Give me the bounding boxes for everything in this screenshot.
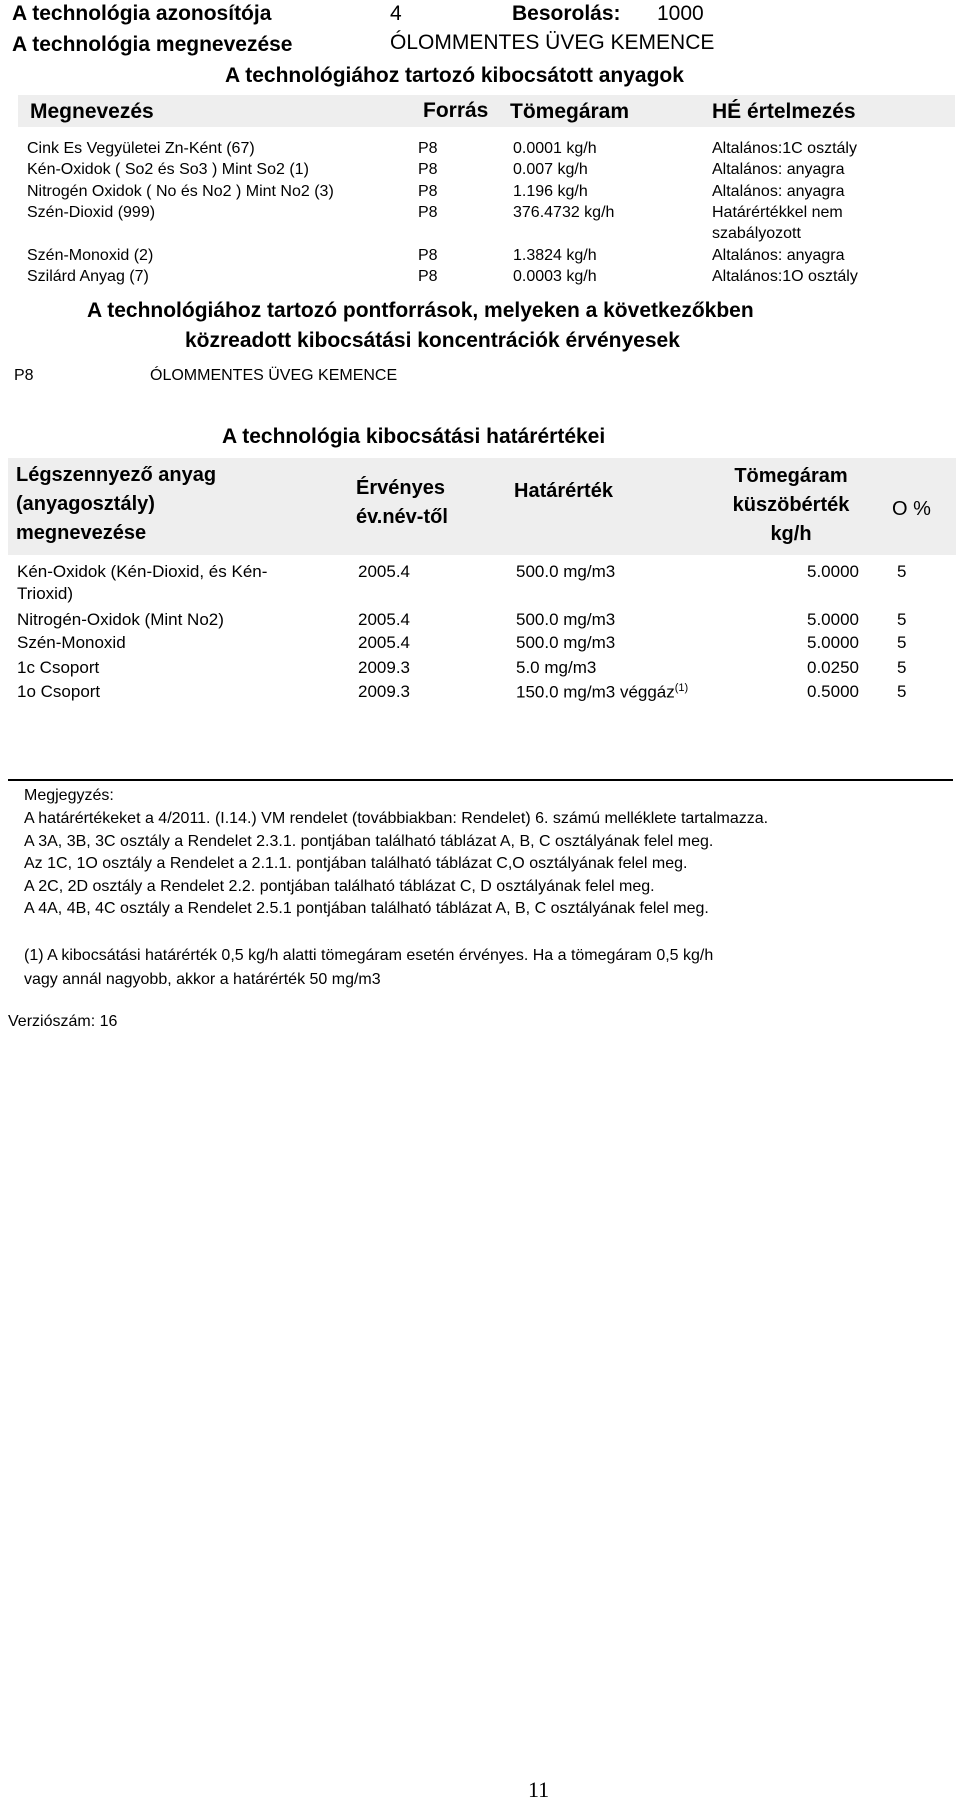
cell-source: P8 xyxy=(418,247,438,264)
technology-id-label: A technológia azonosítója xyxy=(12,2,272,25)
cell-o2: 5 xyxy=(897,562,907,581)
cell-o2: 5 xyxy=(897,610,907,629)
cell-name: Szilárd Anyag (7) xyxy=(27,268,149,285)
col-header-threshold xyxy=(726,462,856,549)
cell-limit xyxy=(516,682,688,703)
cell-interp: Altalános:1O osztály xyxy=(712,268,858,285)
col-header-source: Forrás xyxy=(423,99,489,122)
cell-interp-cont: szabályozott xyxy=(712,225,801,242)
note-line: A 4A, 4B, 4C osztály a Rendelet 2.5.1 pontjában található táblázat A, B, C osztályának felel meg. xyxy=(24,900,709,917)
cell-interp: Altalános: anyagra xyxy=(712,183,845,200)
note-line: Az 1C, 1O osztály a Rendelet a 2.1.1. pontjában található táblázat C,O osztályának felel meg. xyxy=(24,855,688,872)
page-number: 11 xyxy=(528,1777,550,1802)
footnote-line: (1) A kibocsátási határérték 0,5 kg/h alatti tömegáram esetén érvényes. Ha a tömegáram 0,5 kg/h xyxy=(24,947,714,964)
cell-limit: 5.0 mg/m3 xyxy=(516,658,597,677)
cell-o2: 5 xyxy=(897,633,907,652)
cell-limit-text: 150.0 mg/m3 véggáz xyxy=(516,682,675,702)
version-number: Verziószám: 16 xyxy=(8,1013,118,1030)
cell-pollutant: Kén-Oxidok (Kén-Dioxid, és Kén- xyxy=(17,562,268,581)
pointsource-id: P8 xyxy=(14,367,34,384)
cell-limit: 500.0 mg/m3 xyxy=(516,610,616,629)
note-line: A 3A, 3B, 3C osztály a Rendelet 2.3.1. pontjában található táblázat A, B, C osztályának felel meg. xyxy=(24,833,714,850)
cell-threshold: 5.0000 xyxy=(807,633,859,652)
note-line: A 2C, 2D osztály a Rendelet 2.2. pontjában található táblázat C, D osztályának felel meg. xyxy=(24,878,655,895)
col-header-valid-line: Érvényes xyxy=(356,477,445,499)
cell-threshold: 5.0000 xyxy=(807,610,859,629)
cell-name: Kén-Oxidok ( So2 és So3 ) Mint So2 (1) xyxy=(27,161,309,178)
col-header-name: Megnevezés xyxy=(30,100,154,123)
technology-name-value: ÓLOMMENTES ÜVEG KEMENCE xyxy=(390,31,715,54)
col-header-threshold-line: küszöbérték xyxy=(732,494,850,516)
cell-interp: Határértékkel nem xyxy=(712,204,843,221)
col-header-valid xyxy=(356,474,448,532)
cell-name: Cink Es Vegyületei Zn-Ként (67) xyxy=(27,140,255,157)
cell-flow: 1.3824 kg/h xyxy=(513,247,597,264)
pointsource-name: ÓLOMMENTES ÜVEG KEMENCE xyxy=(150,367,398,384)
col-header-o2: O % xyxy=(892,498,931,520)
cell-name: Nitrogén Oxidok ( No és No2 ) Mint No2 (3) xyxy=(27,183,334,200)
cell-o2: 5 xyxy=(897,682,907,701)
cell-pollutant: Nitrogén-Oxidok (Mint No2) xyxy=(17,610,224,629)
cell-pollutant-cont: Trioxid) xyxy=(17,584,74,603)
classification-label: Besorolás: xyxy=(512,2,621,25)
col-header-pollutant-line: megnevezése xyxy=(16,522,147,544)
col-header-pollutant xyxy=(16,461,216,548)
cell-name: Szén-Dioxid (999) xyxy=(27,204,156,221)
cell-source: P8 xyxy=(418,268,438,285)
cell-valid: 2009.3 xyxy=(358,658,410,677)
footnote-ref: (1) xyxy=(674,682,689,694)
col-header-pollutant-line: Légszennyező anyag xyxy=(16,464,217,486)
cell-o2: 5 xyxy=(897,658,907,677)
cell-flow: 1.196 kg/h xyxy=(513,183,588,200)
cell-valid: 2009.3 xyxy=(358,682,410,701)
limits-section-title: A technológia kibocsátási határértékei xyxy=(222,425,606,448)
cell-source: P8 xyxy=(418,204,438,221)
col-header-threshold-line: Tömegáram xyxy=(734,465,848,487)
cell-valid: 2005.4 xyxy=(358,633,410,652)
cell-flow: 376.4732 kg/h xyxy=(513,204,615,221)
cell-pollutant: Szén-Monoxid xyxy=(17,633,126,652)
cell-threshold: 0.0250 xyxy=(807,658,859,677)
col-header-interp: HÉ értelmezés xyxy=(712,100,856,123)
cell-source: P8 xyxy=(418,161,438,178)
pointsources-title-line2: közreadott kibocsátási koncentrációk érvényesek xyxy=(185,329,680,352)
cell-valid: 2005.4 xyxy=(358,610,410,629)
cell-flow: 0.0001 kg/h xyxy=(513,140,597,157)
cell-valid: 2005.4 xyxy=(358,562,410,581)
technology-name-label: A technológia megnevezése xyxy=(12,33,293,56)
cell-flow: 0.0003 kg/h xyxy=(513,268,597,285)
cell-limit: 500.0 mg/m3 xyxy=(516,562,616,581)
cell-interp: Altalános:1C osztály xyxy=(712,140,857,157)
cell-flow: 0.007 kg/h xyxy=(513,161,588,178)
col-header-flow: Tömegáram xyxy=(510,100,630,123)
col-header-limit: Határérték xyxy=(514,480,613,502)
col-header-valid-line: év.név-től xyxy=(356,506,448,528)
col-header-pollutant-line: (anyagosztály) xyxy=(16,493,155,515)
cell-limit: 500.0 mg/m3 xyxy=(516,633,616,652)
cell-pollutant: 1o Csoport xyxy=(17,682,101,701)
technology-id-value: 4 xyxy=(390,2,402,25)
cell-interp: Altalános: anyagra xyxy=(712,161,845,178)
cell-source: P8 xyxy=(418,140,438,157)
notes-heading: Megjegyzés: xyxy=(24,787,114,804)
cell-pollutant: 1c Csoport xyxy=(17,658,100,677)
footnote-line: vagy annál nagyobb, akkor a határérték 50 mg/m3 xyxy=(24,971,381,988)
emitted-section-title: A technológiához tartozó kibocsátott anyagok xyxy=(225,64,684,87)
cell-source: P8 xyxy=(418,183,438,200)
pointsources-title-line1: A technológiához tartozó pontforrások, melyeken a következőkben xyxy=(87,299,754,322)
cell-name: Szén-Monoxid (2) xyxy=(27,247,154,264)
cell-threshold: 5.0000 xyxy=(807,562,859,581)
note-line: A határértékeket a 4/2011. (I.14.) VM rendelet (továbbiakban: Rendelet) 6. számú melléklete tartalmazza. xyxy=(24,810,769,827)
cell-threshold: 0.5000 xyxy=(807,682,859,701)
cell-interp: Altalános: anyagra xyxy=(712,247,845,264)
notes-divider xyxy=(8,779,953,781)
col-header-threshold-line: kg/h xyxy=(770,523,812,545)
classification-value: 1000 xyxy=(657,2,704,25)
